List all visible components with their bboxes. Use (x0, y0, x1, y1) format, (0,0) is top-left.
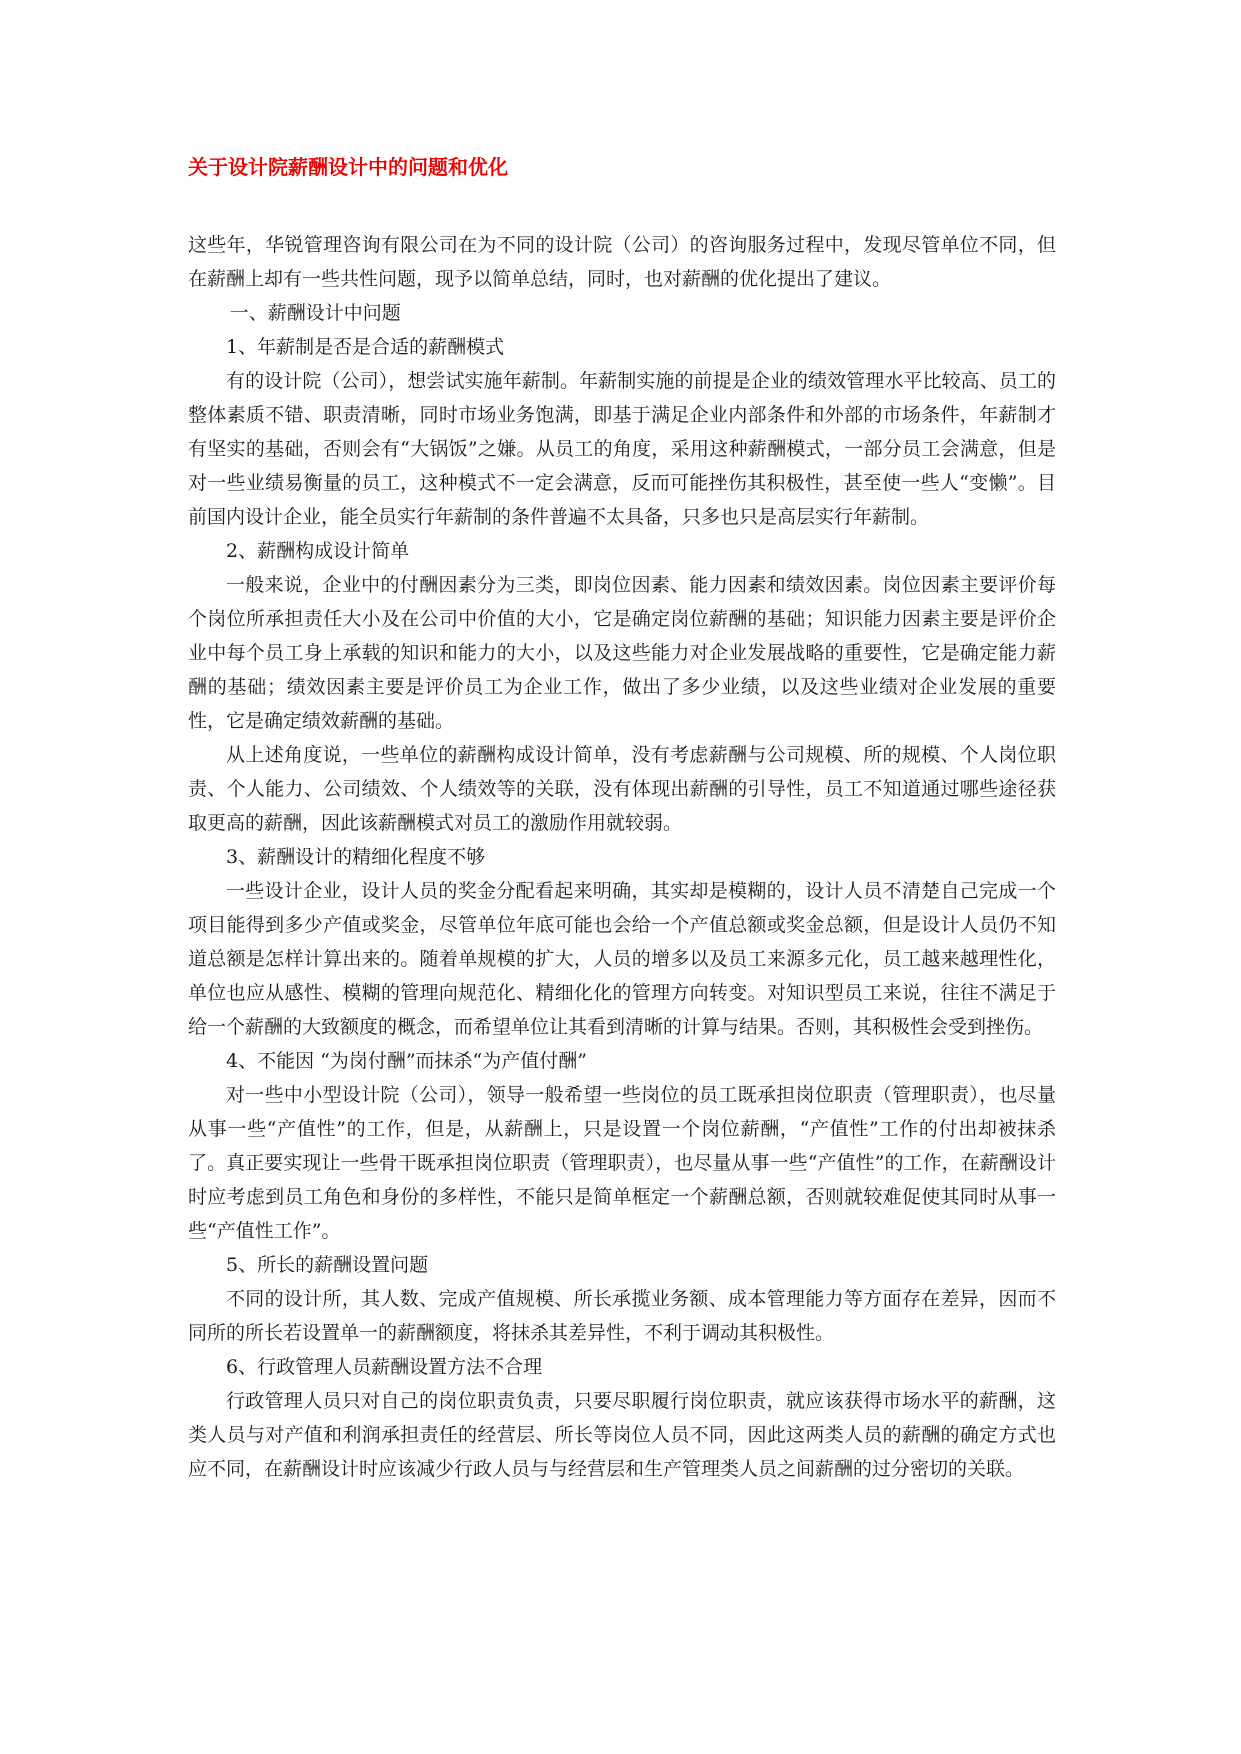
document-body (188, 228, 1056, 1486)
paragraph: 对一些中小型设计院（公司），领导一般希望一些岗位的员工既承担岗位职责（管理职责），也尽量从事一些“产值性”的工作，但是，从薪酬上，只是设置一个岗位薪酬，“产值性”工作的付出却被抹杀了。真正要实现让一些骨干既承担岗位职责（管理职责），也尽量从事一些“产值性”的工作，在薪酬设计时应考虑到员工角色和身份的多样性，不能只是简单框定一个薪酬总额，否则就较难促使其同时从事一些“产值性工作”。 (188, 1084, 1056, 1242)
paragraph: 行政管理人员只对自己的岗位职责负责，只要尽职履行岗位职责，就应该获得市场水平的薪酬，这类人员与对产值和利润承担责任的经营层、所长等岗位人员不同，因此这两类人员的薪酬的确定方式也应不同，在薪酬设计时应该减少行政人员与与经营层和生产管理类人员之间薪酬的过分密切的关联。 (188, 1390, 1056, 1480)
paragraph: 从上述角度说，一些单位的薪酬构成设计简单，没有考虑薪酬与公司规模、所的规模、个人岗位职责、个人能力、公司绩效、个人绩效等的关联，没有体现出薪酬的引导性，员工不知道通过哪些途径获取更高的薪酬，因此该薪酬模式对员工的激励作用就较弱。 (188, 744, 1056, 834)
paragraph: 有的设计院（公司），想尝试实施年薪制。年薪制实施的前提是企业的绩效管理水平比较高、员工的整体素质不错、职责清晰，同时市场业务饱满，即基于满足企业内部条件和外部的市场条件，年薪制才有坚实的基础，否则会有“大锅饭”之嫌。从员工的角度，采用这种薪酬模式，一部分员工会满意，但是对一些业绩易衡量的员工，这种模式不一定会满意，反而可能挫伤其积极性，甚至使一些人“变懒”。目前国内设计企业，能全员实行年薪制的条件普遍不太具备，只多也只是高层实行年薪制。 (188, 370, 1056, 528)
paragraph: 不同的设计所，其人数、完成产值规模、所长承揽业务额、成本管理能力等方面存在差异，因而不同所的所长若设置单一的薪酬额度，将抹杀其差异性，不利于调动其积极性。 (188, 1288, 1056, 1344)
paragraph: 这些年，华锐管理咨询有限公司在为不同的设计院（公司）的咨询服务过程中，发现尽管单位不同，但在薪酬上却有一些共性问题，现予以简单总结，同时，也对薪酬的优化提出了建议。 (188, 234, 1056, 290)
document-content (188, 148, 1056, 1486)
paragraph: 3、薪酬设计的精细化程度不够 (226, 846, 486, 868)
paragraph: 1、年薪制是否是合适的薪酬模式 (226, 336, 505, 358)
paragraph: 一、薪酬设计中问题 (229, 302, 401, 324)
document-title: 关于设计院薪酬设计中的问题和优化 (188, 155, 508, 179)
paragraph: 6、行政管理人员薪酬设置方法不合理 (226, 1356, 543, 1378)
paragraph: 4、不能因 “为岗付酬”而抹杀“为产值付酬” (226, 1050, 587, 1072)
paragraph: 一些设计企业，设计人员的奖金分配看起来明确，其实却是模糊的，设计人员不清楚自己完成一个项目能得到多少产值或奖金，尽管单位年底可能也会给一个产值总额或奖金总额，但是设计人员仍不知道总额是怎样计算出来的。随着单规模的扩大，人员的增多以及员工来源多元化，员工越来越理性化，单位也应从感性、模糊的管理向规范化、精细化化的管理方向转变。对知识型员工来说，往往不满足于给一个薪酬的大致额度的概念，而希望单位让其看到清晰的计算与结果。否则，其积极性会受到挫伤。 (188, 880, 1056, 1038)
paragraph: 一般来说，企业中的付酬因素分为三类，即岗位因素、能力因素和绩效因素。岗位因素主要评价每个岗位所承担责任大小及在公司中价值的大小，它是确定岗位薪酬的基础；知识能力因素主要是评价企业中每个员工身上承载的知识和能力的大小，以及这些能力对企业发展战略的重要性，它是确定能力薪酬的基础；绩效因素主要是评价员工为企业工作，做出了多少业绩，以及这些业绩对企业发展的重要性，它是确定绩效薪酬的基础。 (188, 574, 1056, 732)
paragraph: 5、所长的薪酬设置问题 (226, 1254, 429, 1276)
paragraph: 2、薪酬构成设计简单 (226, 540, 410, 562)
